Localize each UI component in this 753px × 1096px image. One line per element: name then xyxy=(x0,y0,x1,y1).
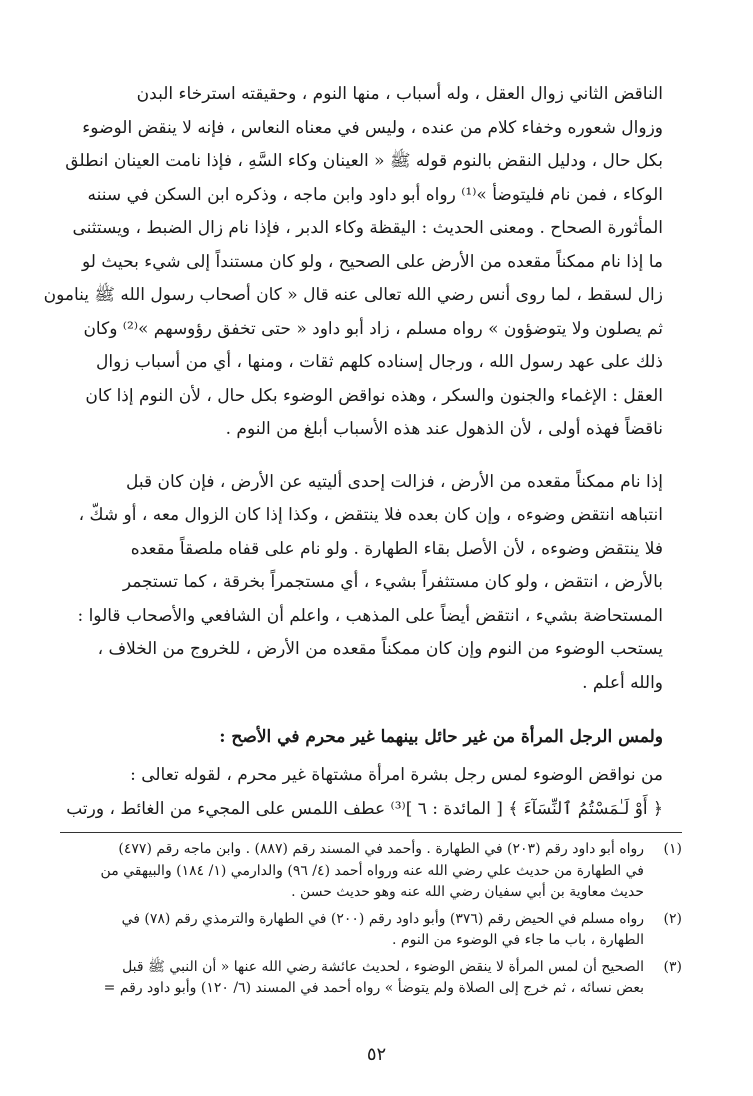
footnotes xyxy=(60,832,682,1005)
text-line: إذا نام ممكناً مقعده من الأرض ، فزالت إحدى أليتيه عن الأرض ، فإن كان قبل xyxy=(126,471,663,492)
footnote-line: حديث معاوية بن أبي سفيان رضي الله عنه وهو حديث حسن . xyxy=(291,884,644,900)
section-heading: ولمس الرجل المرأة من غير حائل بينهما غير محرم في الأصح : xyxy=(219,727,663,747)
text-line: انتباهه انتقض وضوءه ، وإن كان بعده فلا ينتقض ، وكذا إذا كان الزوال معه ، أو شكّ ، xyxy=(78,505,663,525)
text-line: يستحب الوضوء من النوم وإن كان ممكناً مقعده من الأرض ، للخروج من الخلاف ، xyxy=(97,639,663,659)
text-line: ثم يصلون ولا يتوضؤون » رواه مسلم ، زاد أبو داود « حتى تخفق رؤوسهم »⁽²⁾ وكان xyxy=(83,318,663,339)
text-line: ﴿ أَوْ لَـٰمَسْتُمُ ٱلنِّسَآءَ ﴾ [ المائدة : ٦ ]⁽³⁾ عطف اللمس على المجيء من الغائط ، ورتب xyxy=(66,798,663,819)
footnote-line: رواه مسلم في الحيض رقم (٣٧٦) وأبو داود رقم (٢٠٠) في الطهارة والترمذي رقم (٧٨) في xyxy=(121,910,644,927)
text-line: المأثورة الصحاح . ومعنى الحديث : اليقظة وكاء الدبر ، فإذا نام زال الضبط ، ويستثنى xyxy=(72,218,663,238)
text-line: المستحاضة بشيء ، انتقض أيضاً على المذهب ، واعلم أن الشافعي والأصحاب قالوا : xyxy=(77,605,663,626)
footnote-3 xyxy=(60,957,682,1000)
text-line: ناقضاً فهذه أولى ، لأن الذهول عند هذه الأسباب أبلغ من النوم . xyxy=(225,419,663,439)
footnote-number: (١) xyxy=(663,841,682,857)
text-line: وزوال شعوره وخفاء كلام من عنده ، وليس في معناه النعاس ، فإنه لا ينقض الوضوء xyxy=(82,117,663,138)
paragraph-touching-woman xyxy=(66,759,663,826)
page-body xyxy=(43,78,663,826)
footnote-number: (٣) xyxy=(663,958,682,975)
text-line: بكل حال ، ودليل النقض بالنوم قوله ﷺ « العينان وكاء السَّهِ ، فإذا نامت العينان انطلق xyxy=(65,151,663,171)
text-line: بالأرض ، انتقض ، ولو كان مستثفراً بشيء ، أي مستجمراً بخرقة ، كما تستجمر xyxy=(122,572,663,592)
footnote-line: الطهارة ، باب ما جاء في الوضوء من النوم . xyxy=(392,932,644,948)
footnote-line: بعض نسائه ، ثم خرج إلى الصلاة ولم يتوضأ » رواه أحمد في المسند (٦/ ١٢٠) وأبو داود رقم = xyxy=(103,980,644,996)
text-line: الوكاء ، فمن نام فليتوضأ »⁽¹⁾ رواه أبو داود وابن ماجه ، وذكره ابن السكن في سننه xyxy=(87,184,663,205)
footnote-2 xyxy=(60,909,682,952)
text-line: فلا ينتقض وضوءه ، لأن الأصل بقاء الطهارة . ولو نام على قفاه ملصقاً مقعده xyxy=(130,538,663,559)
footnote-text xyxy=(60,839,644,904)
footnote-line: في الطهارة من حديث علي رضي الله عنه ورواه أحمد (٤/ ٩٦) والدارمي (١/ ١٨٤) والبيهقي من xyxy=(100,862,644,879)
text-line: من نواقض الوضوء لمس رجل بشرة امرأة مشتهاة غير محرم ، لقوله تعالى : xyxy=(130,765,663,785)
text-line: ما إذا نام ممكناً مقعده من الأرض على الصحيح ، ولو كان مستنداً إلى شيء بحيث لو xyxy=(81,251,663,272)
footnote-number: (٢) xyxy=(663,910,682,927)
footnote-line: رواه أبو داود رقم (٢٠٣) في الطهارة . وأحمد في المسند رقم (٨٨٧) . وابن ماجه رقم (٤٧٧) xyxy=(118,841,644,857)
text-line: ذلك على عهد رسول الله ، ورجال إسناده كلهم ثقات ، ومنها ، أي من أسباب زوال xyxy=(96,352,663,372)
text-line: العقل : الإغماء والجنون والسكر ، وهذه نواقض الوضوء بكل حال ، لأن النوم إذا كان xyxy=(85,385,663,406)
footnote-text xyxy=(60,909,644,952)
text-line: والله أعلم . xyxy=(582,672,663,693)
footnote-1 xyxy=(60,839,682,904)
paragraph-sleep-nullifier xyxy=(43,78,663,447)
text-line: الناقض الثاني زوال العقل ، وله أسباب ، منها النوم ، وحقيقته استرخاء البدن xyxy=(136,84,663,104)
text-line: زال لسقط ، لما روى أنس رضي الله تعالى عنه قال « كان أصحاب رسول الله ﷺ ينامون xyxy=(43,285,663,305)
paragraph-seated-sleep xyxy=(77,466,663,701)
page-number: ٥٢ xyxy=(366,1044,387,1065)
footnote-text xyxy=(60,957,644,1000)
footnote-line: الصحيح أن لمس المرأة لا ينقض الوضوء ، لحديث عائشة رضي الله عنها « أن النبي ﷺ قبل xyxy=(122,958,644,975)
